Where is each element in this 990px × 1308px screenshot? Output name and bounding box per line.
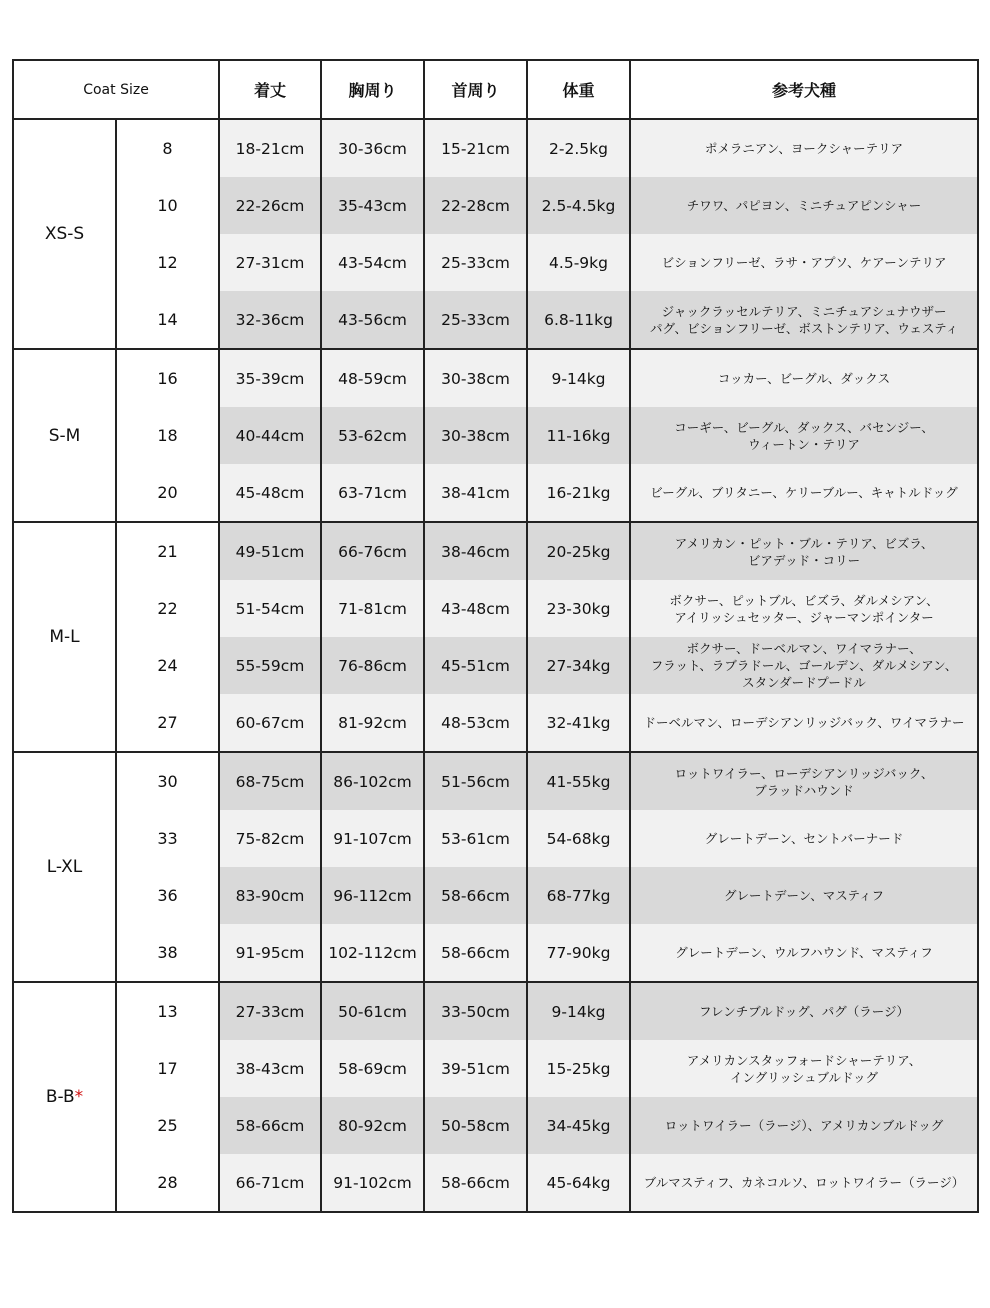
length-value: 38-43cm xyxy=(219,1040,321,1097)
breed-line: ボクサー、ドーベルマン、ワイマラナー、 xyxy=(686,641,922,656)
coat-size-number: 27 xyxy=(116,694,219,752)
breed-line: アメリカン・ピット・ブル・テリア、ビズラ、 xyxy=(674,535,934,551)
size-row xyxy=(13,1097,978,1154)
size-chart-table xyxy=(12,59,979,1213)
header-coat-size: Coat Size xyxy=(13,60,219,119)
coat-size-number: 17 xyxy=(116,1040,219,1097)
weight-value: 20-25kg xyxy=(527,522,630,580)
breed-list xyxy=(630,234,978,291)
neck-value: 48-53cm xyxy=(424,694,527,752)
weight-value: 11-16kg xyxy=(527,407,630,464)
coat-size-number: 10 xyxy=(116,177,219,234)
coat-size-number: 22 xyxy=(116,580,219,637)
chest-value: 91-102cm xyxy=(321,1154,424,1212)
size-row xyxy=(13,694,978,752)
chest-value: 86-102cm xyxy=(321,752,424,810)
coat-size-number: 8 xyxy=(116,119,219,177)
size-group-label xyxy=(13,752,116,982)
weight-value: 23-30kg xyxy=(527,580,630,637)
breed-list xyxy=(630,982,978,1040)
coat-size-number: 25 xyxy=(116,1097,219,1154)
neck-value: 30-38cm xyxy=(424,349,527,407)
chest-value: 80-92cm xyxy=(321,1097,424,1154)
breed-list xyxy=(630,464,978,522)
size-row xyxy=(13,637,978,694)
breed-line: コッカー、ビーグル、ダックス xyxy=(717,371,891,386)
chest-value: 63-71cm xyxy=(321,464,424,522)
breed-line: チワワ、パピヨン、ミニチュアピンシャー xyxy=(686,198,922,213)
header-weight: 体重 xyxy=(527,60,630,119)
size-group-label xyxy=(13,119,116,349)
size-row xyxy=(13,752,978,810)
neck-value: 33-50cm xyxy=(424,982,527,1040)
breed-line: ブルマスティフ、カネコルソ、ロットワイラー（ラージ） xyxy=(643,1175,965,1190)
breed-line: ブラッドハウンド xyxy=(754,782,854,798)
size-group-name: L-XL xyxy=(46,857,83,877)
length-value: 58-66cm xyxy=(219,1097,321,1154)
weight-value: 6.8-11kg xyxy=(527,291,630,349)
chest-value: 96-112cm xyxy=(321,867,424,924)
weight-value: 77-90kg xyxy=(527,924,630,982)
chest-value: 50-61cm xyxy=(321,982,424,1040)
length-value: 51-54cm xyxy=(219,580,321,637)
length-value: 66-71cm xyxy=(219,1154,321,1212)
weight-value: 15-25kg xyxy=(527,1040,630,1097)
neck-value: 58-66cm xyxy=(424,924,527,982)
size-group-label xyxy=(13,522,116,752)
breed-line: イングリッシュブルドッグ xyxy=(730,1069,879,1085)
length-value: 83-90cm xyxy=(219,867,321,924)
length-value: 18-21cm xyxy=(219,119,321,177)
breed-list xyxy=(630,637,978,694)
weight-value: 41-55kg xyxy=(527,752,630,810)
chest-value: 43-54cm xyxy=(321,234,424,291)
breed-line: ビアデッド・コリー xyxy=(747,552,861,568)
size-group-name: B-B xyxy=(45,1087,75,1107)
coat-size-number: 33 xyxy=(116,810,219,867)
size-row xyxy=(13,1154,978,1212)
breed-list xyxy=(630,810,978,867)
neck-value: 30-38cm xyxy=(424,407,527,464)
weight-value: 27-34kg xyxy=(527,637,630,694)
weight-value: 9-14kg xyxy=(527,349,630,407)
weight-value: 2.5-4.5kg xyxy=(527,177,630,234)
size-row xyxy=(13,982,978,1040)
length-value: 49-51cm xyxy=(219,522,321,580)
breed-list xyxy=(630,1154,978,1212)
breed-list xyxy=(630,867,978,924)
breed-list xyxy=(630,522,978,580)
size-row xyxy=(13,119,978,177)
length-value: 35-39cm xyxy=(219,349,321,407)
breed-list xyxy=(630,694,978,752)
weight-value: 4.5-9kg xyxy=(527,234,630,291)
breed-line: ドーベルマン、ローデシアンリッジバック、ワイマラナー xyxy=(643,715,965,730)
neck-value: 22-28cm xyxy=(424,177,527,234)
breed-list xyxy=(630,752,978,810)
breed-line: ロットワイラー、ローデシアンリッジバック、 xyxy=(674,765,934,781)
header-row xyxy=(13,60,978,119)
length-value: 32-36cm xyxy=(219,291,321,349)
coat-size-number: 24 xyxy=(116,637,219,694)
breed-list xyxy=(630,291,978,349)
chest-value: 81-92cm xyxy=(321,694,424,752)
size-row xyxy=(13,924,978,982)
neck-value: 53-61cm xyxy=(424,810,527,867)
neck-value: 38-46cm xyxy=(424,522,527,580)
chest-value: 48-59cm xyxy=(321,349,424,407)
length-value: 91-95cm xyxy=(219,924,321,982)
neck-value: 25-33cm xyxy=(424,291,527,349)
neck-value: 43-48cm xyxy=(424,580,527,637)
chest-value: 66-76cm xyxy=(321,522,424,580)
coat-size-number: 30 xyxy=(116,752,219,810)
chest-value: 58-69cm xyxy=(321,1040,424,1097)
size-row xyxy=(13,234,978,291)
coat-size-number: 28 xyxy=(116,1154,219,1212)
size-row xyxy=(13,407,978,464)
breed-list xyxy=(630,1097,978,1154)
neck-value: 39-51cm xyxy=(424,1040,527,1097)
length-value: 27-31cm xyxy=(219,234,321,291)
size-group-name: M-L xyxy=(49,627,80,647)
chest-value: 53-62cm xyxy=(321,407,424,464)
size-row xyxy=(13,349,978,407)
breed-list xyxy=(630,407,978,464)
asterisk-mark: * xyxy=(74,1087,84,1107)
length-value: 60-67cm xyxy=(219,694,321,752)
header-chest: 胸周り xyxy=(321,60,424,119)
weight-value: 2-2.5kg xyxy=(527,119,630,177)
length-value: 40-44cm xyxy=(219,407,321,464)
chest-value: 91-107cm xyxy=(321,810,424,867)
weight-value: 54-68kg xyxy=(527,810,630,867)
neck-value: 50-58cm xyxy=(424,1097,527,1154)
coat-size-number: 12 xyxy=(116,234,219,291)
weight-value: 32-41kg xyxy=(527,694,630,752)
weight-value: 45-64kg xyxy=(527,1154,630,1212)
breed-line: グレートデーン、ウルフハウンド、マスティフ xyxy=(675,945,933,960)
size-row xyxy=(13,177,978,234)
weight-value: 68-77kg xyxy=(527,867,630,924)
breed-list xyxy=(630,177,978,234)
breed-line: ビーグル、ブリタニー、ケリーブルー、キャトルドッグ xyxy=(650,485,958,500)
neck-value: 45-51cm xyxy=(424,637,527,694)
weight-value: 9-14kg xyxy=(527,982,630,1040)
size-group-label xyxy=(13,982,116,1212)
size-row xyxy=(13,580,978,637)
size-row xyxy=(13,1040,978,1097)
breed-line: スタンダードプードル xyxy=(742,675,866,690)
header-breeds: 参考犬種 xyxy=(630,60,978,119)
neck-value: 58-66cm xyxy=(424,867,527,924)
size-row xyxy=(13,291,978,349)
weight-value: 16-21kg xyxy=(527,464,630,522)
breed-line: パグ、ビションフリーゼ、ボストンテリア、ウェスティ xyxy=(649,320,959,336)
breed-line: アメリカンスタッフォードシャーテリア、 xyxy=(686,1052,922,1068)
breed-line: ビションフリーゼ、ラサ・アプソ、ケアーンテリア xyxy=(661,255,947,270)
chest-value: 35-43cm xyxy=(321,177,424,234)
coat-size-number: 21 xyxy=(116,522,219,580)
coat-size-number: 16 xyxy=(116,349,219,407)
coat-size-number: 20 xyxy=(116,464,219,522)
length-value: 22-26cm xyxy=(219,177,321,234)
size-row xyxy=(13,810,978,867)
chest-value: 30-36cm xyxy=(321,119,424,177)
header-neck: 首周り xyxy=(424,60,527,119)
weight-value: 34-45kg xyxy=(527,1097,630,1154)
coat-size-number: 36 xyxy=(116,867,219,924)
breed-list xyxy=(630,924,978,982)
breed-line: ジャックラッセルテリア、ミニチュアシュナウザー xyxy=(661,303,947,319)
breed-list xyxy=(630,580,978,637)
breed-line: グレートデーン、セントバーナード xyxy=(704,831,904,846)
breed-line: ロットワイラー（ラージ）、アメリカンブルドッグ xyxy=(664,1118,944,1133)
length-value: 55-59cm xyxy=(219,637,321,694)
length-value: 27-33cm xyxy=(219,982,321,1040)
neck-value: 51-56cm xyxy=(424,752,527,810)
breed-line: フレンチブルドッグ、パグ（ラージ） xyxy=(699,1004,909,1019)
chest-value: 71-81cm xyxy=(321,580,424,637)
breed-line: アイリッシュセッター、ジャーマンポインター xyxy=(674,609,934,625)
size-group-name: XS-S xyxy=(44,224,85,244)
coat-size-number: 18 xyxy=(116,407,219,464)
size-row xyxy=(13,464,978,522)
neck-value: 58-66cm xyxy=(424,1154,527,1212)
breed-list xyxy=(630,349,978,407)
length-value: 45-48cm xyxy=(219,464,321,522)
breed-line: ウィートン・テリア xyxy=(748,436,860,452)
header-length: 着丈 xyxy=(219,60,321,119)
neck-value: 25-33cm xyxy=(424,234,527,291)
neck-value: 38-41cm xyxy=(424,464,527,522)
size-row xyxy=(13,522,978,580)
size-chart-body xyxy=(13,119,978,1212)
coat-size-number: 14 xyxy=(116,291,219,349)
length-value: 75-82cm xyxy=(219,810,321,867)
coat-size-number: 38 xyxy=(116,924,219,982)
chest-value: 43-56cm xyxy=(321,291,424,349)
breed-list xyxy=(630,1040,978,1097)
breed-line: ボクサー、ピットブル、ビズラ、ダルメシアン、 xyxy=(669,592,939,608)
size-group-name: S-M xyxy=(48,425,81,446)
length-value: 68-75cm xyxy=(219,752,321,810)
size-group-label xyxy=(13,349,116,522)
breed-line: フラット、ラブラドール、ゴールデン、ダルメシアン、 xyxy=(650,658,958,673)
neck-value: 15-21cm xyxy=(424,119,527,177)
breed-line: ポメラニアン、ヨークシャーテリア xyxy=(704,141,904,156)
breed-list xyxy=(630,119,978,177)
breed-line: グレートデーン、マスティフ xyxy=(724,888,885,903)
coat-size-number: 13 xyxy=(116,982,219,1040)
size-row xyxy=(13,867,978,924)
breed-line: コーギー、ビーグル、ダックス、バセンジー、 xyxy=(674,419,934,435)
chest-value: 102-112cm xyxy=(321,924,424,982)
chest-value: 76-86cm xyxy=(321,637,424,694)
